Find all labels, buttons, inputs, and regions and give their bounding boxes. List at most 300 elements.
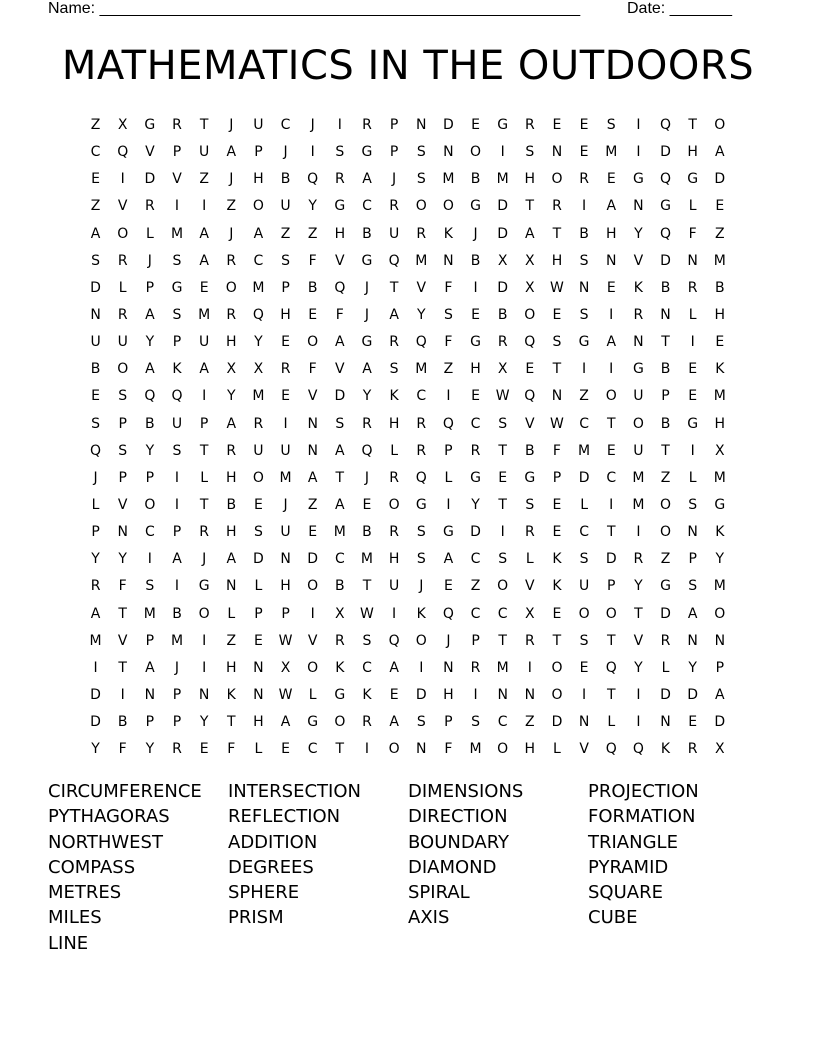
grid-letter: R bbox=[416, 225, 427, 242]
grid-letter: Y bbox=[145, 442, 155, 459]
grid-letter: F bbox=[308, 252, 317, 269]
grid-letter: G bbox=[470, 198, 481, 215]
grid-letter: O bbox=[497, 741, 509, 758]
grid-letter: B bbox=[90, 361, 101, 378]
grid-letter: N bbox=[551, 388, 563, 405]
grid-letter: H bbox=[443, 686, 454, 703]
grid-letter: R bbox=[389, 198, 399, 215]
grid-letter: A bbox=[172, 551, 182, 568]
grid-letter: Z bbox=[90, 198, 101, 215]
grid-letter: I bbox=[473, 279, 478, 296]
grid-letter: A bbox=[145, 659, 155, 676]
grid-letter: Z bbox=[90, 117, 101, 133]
grid-letter: F bbox=[335, 306, 344, 323]
grid-letter: Y bbox=[254, 334, 263, 351]
grid-letter: Z bbox=[443, 361, 454, 378]
grid-letter: H bbox=[551, 252, 563, 269]
grid-letter: N bbox=[117, 524, 128, 541]
grid-letter: O bbox=[578, 605, 590, 622]
grid-letter: T bbox=[335, 469, 345, 486]
grid-letter: R bbox=[687, 741, 698, 758]
name-line: Name: ______________________________________________________ bbox=[48, 0, 581, 17]
grid-letter: R bbox=[633, 551, 644, 568]
grid-letter: O bbox=[117, 225, 129, 242]
grid-letter: W bbox=[278, 632, 293, 649]
grid-letter: P bbox=[389, 117, 399, 133]
grid-letter: B bbox=[362, 524, 372, 541]
grid-letter: V bbox=[416, 279, 427, 296]
grid-letter: R bbox=[687, 279, 698, 296]
grid-letter: R bbox=[552, 198, 562, 215]
grid-letter: E bbox=[688, 714, 698, 731]
grid-letter: N bbox=[633, 334, 644, 351]
grid-letter: K bbox=[335, 659, 345, 676]
grid-letter: R bbox=[389, 334, 399, 351]
grid-letter: B bbox=[335, 578, 345, 595]
grid-letter: N bbox=[253, 659, 264, 676]
grid-letter: C bbox=[362, 198, 372, 215]
grid-letter: K bbox=[552, 551, 562, 568]
grid-letter: N bbox=[687, 524, 698, 541]
grid-letter: E bbox=[552, 306, 562, 323]
grid-letter: S bbox=[253, 524, 263, 541]
grid-letter: I bbox=[500, 144, 505, 161]
grid-letter: C bbox=[470, 415, 481, 432]
grid-letter: A bbox=[199, 225, 209, 242]
grid-letter: I bbox=[446, 496, 451, 513]
grid-letter: T bbox=[525, 198, 535, 215]
grid-letter: U bbox=[117, 334, 128, 351]
grid-letter: H bbox=[524, 741, 536, 758]
grid-letter: E bbox=[471, 388, 480, 405]
grid-letter: A bbox=[606, 334, 617, 351]
grid-letter: Y bbox=[634, 225, 643, 242]
grid-letter: H bbox=[280, 306, 291, 323]
grid-letter: E bbox=[552, 117, 562, 133]
grid-letter: P bbox=[172, 334, 182, 351]
grid-letter: D bbox=[415, 686, 427, 703]
grid-letter: B bbox=[172, 605, 182, 622]
grid-letter: G bbox=[171, 279, 183, 296]
grid-letter: T bbox=[688, 117, 697, 133]
grid-letter: V bbox=[525, 415, 535, 432]
grid-letter: F bbox=[227, 741, 236, 758]
grid-letter: I bbox=[120, 686, 125, 703]
grid-letter: H bbox=[253, 171, 264, 188]
grid-letter: Z bbox=[715, 225, 725, 242]
grid-letter: A bbox=[335, 334, 345, 351]
grid-letter: B bbox=[525, 442, 535, 459]
grid-letter: K bbox=[443, 225, 453, 242]
grid-letter: T bbox=[661, 334, 670, 351]
grid-letter: S bbox=[416, 171, 426, 188]
grid-letter: I bbox=[636, 714, 641, 731]
word-list-item: METRES bbox=[48, 882, 122, 904]
grid-letter: I bbox=[527, 659, 532, 676]
grid-letter: M bbox=[713, 252, 726, 269]
grid-letter: Y bbox=[308, 198, 317, 215]
grid-letter: B bbox=[307, 279, 318, 296]
grid-letter: J bbox=[310, 117, 315, 133]
grid-letter: D bbox=[714, 714, 726, 731]
grid-letter: P bbox=[444, 442, 453, 459]
grid-letter: D bbox=[551, 714, 563, 731]
grid-letter: P bbox=[172, 144, 182, 161]
grid-letter: X bbox=[525, 605, 535, 622]
grid-letter: E bbox=[443, 578, 453, 595]
grid-letter: X bbox=[525, 252, 535, 269]
grid-letter: O bbox=[632, 415, 644, 432]
grid-letter: S bbox=[335, 415, 345, 432]
grid-letter: S bbox=[471, 714, 480, 731]
word-list-item: DIRECTION bbox=[408, 806, 508, 828]
grid-letter: U bbox=[633, 442, 644, 459]
grid-letter: B bbox=[660, 415, 671, 432]
grid-letter: O bbox=[415, 632, 427, 649]
word-search-grid bbox=[82, 112, 733, 763]
grid-letter: O bbox=[551, 171, 563, 188]
grid-letter: A bbox=[335, 496, 345, 513]
grid-letter: T bbox=[226, 714, 236, 731]
grid-letter: L bbox=[688, 469, 697, 486]
grid-letter: I bbox=[120, 171, 125, 188]
grid-letter: S bbox=[281, 252, 290, 269]
grid-letter: U bbox=[280, 442, 291, 459]
grid-letter: O bbox=[252, 198, 264, 215]
grid-letter: Y bbox=[416, 306, 426, 323]
grid-letter: S bbox=[498, 551, 508, 568]
grid-letter: W bbox=[495, 388, 510, 405]
grid-letter: Z bbox=[660, 469, 671, 486]
grid-letter: G bbox=[660, 578, 671, 595]
grid-letter: G bbox=[470, 469, 481, 486]
grid-letter: T bbox=[634, 605, 643, 622]
word-list-item: DIMENSIONS bbox=[408, 781, 524, 802]
word-list-item: PRISM bbox=[228, 907, 284, 929]
grid-letter: W bbox=[550, 415, 564, 432]
grid-letter: S bbox=[118, 442, 128, 459]
word-list-item: NORTHWEST bbox=[48, 831, 163, 853]
grid-letter: B bbox=[145, 415, 155, 432]
grid-letter: Z bbox=[226, 632, 237, 649]
grid-letter: L bbox=[553, 741, 561, 758]
grid-letter: S bbox=[91, 415, 101, 432]
grid-letter: S bbox=[416, 551, 426, 568]
grid-letter: T bbox=[498, 496, 507, 513]
word-list-item: SQUARE bbox=[588, 882, 663, 904]
grid-letter: S bbox=[91, 252, 101, 269]
grid-letter: I bbox=[202, 198, 207, 215]
grid-letter: D bbox=[660, 605, 671, 622]
word-list-item: AXIS bbox=[408, 907, 450, 929]
grid-letter: N bbox=[524, 686, 536, 703]
grid-letter: L bbox=[444, 469, 453, 486]
grid-letter: J bbox=[364, 469, 370, 486]
grid-letter: O bbox=[307, 334, 319, 351]
grid-letter: A bbox=[606, 198, 617, 215]
grid-letter: Y bbox=[715, 551, 725, 568]
word-list-item: INTERSECTION bbox=[228, 781, 361, 802]
grid-letter: H bbox=[280, 578, 291, 595]
grid-letter: H bbox=[226, 469, 237, 486]
grid-letter: D bbox=[605, 551, 617, 568]
grid-letter: I bbox=[174, 469, 180, 486]
grid-letter: G bbox=[334, 686, 346, 703]
grid-letter: Q bbox=[171, 388, 183, 405]
grid-letter: M bbox=[632, 469, 645, 486]
grid-letter: N bbox=[253, 686, 264, 703]
grid-letter: A bbox=[362, 171, 372, 188]
grid-letter: G bbox=[687, 171, 699, 188]
grid-letter: E bbox=[579, 117, 589, 133]
grid-letter: N bbox=[578, 714, 590, 731]
grid-letter: E bbox=[579, 144, 589, 161]
grid-letter: N bbox=[660, 714, 671, 731]
grid-letter: R bbox=[660, 632, 671, 649]
grid-letter: G bbox=[334, 198, 346, 215]
grid-letter: A bbox=[226, 415, 237, 432]
grid-letter: D bbox=[660, 252, 671, 269]
grid-letter: C bbox=[497, 605, 508, 622]
grid-letter: D bbox=[443, 117, 454, 133]
grid-letter: L bbox=[390, 442, 399, 459]
word-list-item: ADDITION bbox=[228, 831, 318, 853]
grid-letter: I bbox=[174, 198, 180, 215]
grid-letter: I bbox=[202, 388, 207, 405]
grid-letter: I bbox=[446, 388, 451, 405]
grid-letter: S bbox=[688, 578, 698, 595]
grid-letter: P bbox=[552, 469, 562, 486]
grid-letter: E bbox=[579, 659, 589, 676]
grid-letter: Z bbox=[660, 551, 671, 568]
word-list-item: PYTHAGORAS bbox=[48, 806, 170, 828]
grid-letter: O bbox=[714, 605, 726, 622]
grid-letter: T bbox=[498, 442, 507, 459]
grid-letter: B bbox=[497, 306, 508, 323]
grid-letter: V bbox=[335, 252, 345, 269]
grid-letter: R bbox=[524, 632, 535, 649]
grid-letter: N bbox=[226, 578, 237, 595]
grid-letter: P bbox=[688, 551, 697, 568]
grid-letter: N bbox=[307, 415, 318, 432]
grid-letter: G bbox=[524, 469, 536, 486]
grid-letter: T bbox=[199, 117, 209, 133]
grid-letter: U bbox=[578, 578, 590, 595]
grid-letter: C bbox=[334, 551, 345, 568]
grid-letter: O bbox=[388, 496, 400, 513]
grid-letter: N bbox=[443, 252, 454, 269]
word-list bbox=[48, 779, 768, 956]
grid-letter: A bbox=[90, 605, 101, 622]
grid-letter: Y bbox=[634, 659, 643, 676]
word-list-item: CIRCUMFERENCE bbox=[48, 781, 202, 802]
grid-letter: I bbox=[174, 578, 180, 595]
grid-letter: N bbox=[660, 306, 671, 323]
grid-letter: R bbox=[497, 334, 508, 351]
grid-letter: R bbox=[524, 524, 535, 541]
grid-letter: J bbox=[364, 306, 370, 323]
grid-letter: H bbox=[714, 306, 726, 323]
grid-letter: L bbox=[688, 306, 697, 323]
grid-letter: B bbox=[660, 279, 671, 296]
grid-letter: F bbox=[118, 741, 127, 758]
grid-letter: I bbox=[690, 334, 695, 351]
grid-letter: H bbox=[687, 144, 698, 161]
grid-letter: X bbox=[497, 252, 508, 269]
grid-letter: D bbox=[714, 171, 726, 188]
grid-letter: P bbox=[145, 279, 155, 296]
grid-letter: E bbox=[281, 741, 290, 758]
grid-letter: E bbox=[308, 524, 318, 541]
grid-letter: A bbox=[443, 551, 454, 568]
grid-letter: P bbox=[118, 469, 127, 486]
grid-letter: M bbox=[333, 524, 346, 541]
grid-letter: K bbox=[660, 741, 671, 758]
grid-letter: C bbox=[144, 524, 155, 541]
grid-letter: T bbox=[606, 686, 616, 703]
word-list-item: SPHERE bbox=[228, 882, 300, 904]
grid-letter: H bbox=[605, 225, 617, 242]
grid-letter: E bbox=[552, 496, 562, 513]
grid-letter: I bbox=[582, 686, 587, 703]
grid-letter: E bbox=[91, 171, 100, 188]
grid-letter: I bbox=[310, 605, 315, 622]
grid-letter: P bbox=[389, 144, 399, 161]
grid-letter: Q bbox=[524, 334, 536, 351]
grid-letter: Z bbox=[307, 496, 318, 513]
grid-letter: F bbox=[118, 578, 127, 595]
grid-letter: A bbox=[389, 714, 399, 731]
grid-letter: I bbox=[609, 496, 614, 513]
grid-letter: C bbox=[497, 714, 508, 731]
grid-letter: A bbox=[280, 714, 291, 731]
grid-letter: I bbox=[582, 361, 587, 378]
grid-letter: L bbox=[525, 551, 534, 568]
grid-letter: W bbox=[360, 605, 374, 622]
grid-letter: E bbox=[606, 171, 616, 188]
grid-letter: S bbox=[172, 306, 182, 323]
grid-letter: P bbox=[145, 632, 155, 649]
grid-letter: U bbox=[90, 334, 101, 351]
grid-letter: B bbox=[362, 225, 372, 242]
grid-letter: V bbox=[579, 741, 589, 758]
grid-letter: Q bbox=[252, 306, 264, 323]
grid-letter: Q bbox=[632, 741, 644, 758]
grid-letter: V bbox=[172, 171, 182, 188]
grid-letter: Z bbox=[199, 171, 209, 188]
grid-letter: G bbox=[442, 524, 454, 541]
grid-letter: H bbox=[714, 415, 726, 432]
grid-letter: D bbox=[497, 279, 509, 296]
grid-letter: R bbox=[524, 117, 535, 133]
grid-letter: X bbox=[280, 659, 291, 676]
grid-letter: R bbox=[389, 469, 399, 486]
grid-letter: O bbox=[252, 469, 264, 486]
grid-letter: Q bbox=[524, 388, 536, 405]
grid-letter: Q bbox=[605, 659, 617, 676]
grid-letter: E bbox=[253, 632, 263, 649]
grid-letter: V bbox=[117, 198, 128, 215]
grid-letter: U bbox=[388, 225, 400, 242]
grid-letter: R bbox=[226, 306, 237, 323]
grid-letter: I bbox=[337, 117, 342, 133]
grid-letter: G bbox=[687, 415, 699, 432]
grid-letter: M bbox=[496, 171, 509, 188]
word-list-item: PROJECTION bbox=[588, 781, 699, 802]
grid-letter: M bbox=[252, 388, 265, 405]
grid-letter: R bbox=[199, 524, 209, 541]
grid-letter: T bbox=[498, 632, 507, 649]
grid-letter: Z bbox=[525, 714, 535, 731]
grid-letter: H bbox=[388, 415, 400, 432]
grid-letter: X bbox=[226, 361, 237, 378]
grid-letter: P bbox=[91, 524, 100, 541]
grid-letter: E bbox=[199, 279, 209, 296]
grid-letter: S bbox=[498, 415, 508, 432]
grid-letter: G bbox=[361, 334, 373, 351]
grid-letter: M bbox=[713, 388, 726, 405]
grid-letter: T bbox=[118, 659, 127, 676]
grid-letter: N bbox=[443, 144, 454, 161]
grid-letter: O bbox=[660, 496, 672, 513]
grid-letter: I bbox=[636, 117, 641, 133]
grid-letter: Q bbox=[334, 279, 346, 296]
grid-letter: G bbox=[361, 252, 373, 269]
grid-letter: X bbox=[253, 361, 264, 378]
grid-letter: Z bbox=[307, 225, 318, 242]
grid-letter: A bbox=[226, 144, 237, 161]
grid-letter: C bbox=[280, 117, 291, 133]
grid-letter: U bbox=[253, 117, 264, 133]
grid-letter: K bbox=[389, 388, 399, 405]
grid-letter: A bbox=[199, 361, 209, 378]
grid-letter: E bbox=[552, 524, 562, 541]
grid-letter: N bbox=[633, 198, 644, 215]
grid-letter: S bbox=[335, 144, 345, 161]
grid-letter: M bbox=[170, 225, 184, 242]
grid-letter: I bbox=[473, 686, 478, 703]
grid-letter: B bbox=[117, 714, 128, 731]
grid-letter: T bbox=[362, 578, 372, 595]
grid-letter: U bbox=[199, 144, 210, 161]
grid-letter: G bbox=[470, 334, 481, 351]
grid-letter: P bbox=[199, 415, 209, 432]
grid-letter: X bbox=[497, 361, 508, 378]
grid-letter: E bbox=[552, 605, 562, 622]
grid-letter: T bbox=[335, 741, 345, 758]
grid-letter: D bbox=[334, 388, 346, 405]
grid-letter: O bbox=[551, 686, 563, 703]
grid-letter: E bbox=[199, 741, 209, 758]
grid-letter: Q bbox=[660, 117, 672, 133]
grid-letter: H bbox=[226, 659, 237, 676]
grid-letter: E bbox=[281, 334, 290, 351]
grid-letter: P bbox=[281, 605, 290, 622]
grid-letter: U bbox=[253, 442, 264, 459]
grid-letter: I bbox=[364, 741, 370, 758]
grid-letter: L bbox=[607, 714, 616, 731]
grid-letter: Y bbox=[145, 334, 155, 351]
grid-letter: A bbox=[226, 551, 237, 568]
grid-letter: Q bbox=[388, 632, 400, 649]
grid-letter: R bbox=[470, 442, 481, 459]
grid-letter: U bbox=[171, 415, 183, 432]
grid-letter: B bbox=[715, 279, 725, 296]
grid-letter: G bbox=[361, 144, 373, 161]
grid-letter: E bbox=[471, 306, 480, 323]
grid-letter: T bbox=[389, 279, 399, 296]
grid-letter: O bbox=[307, 578, 319, 595]
